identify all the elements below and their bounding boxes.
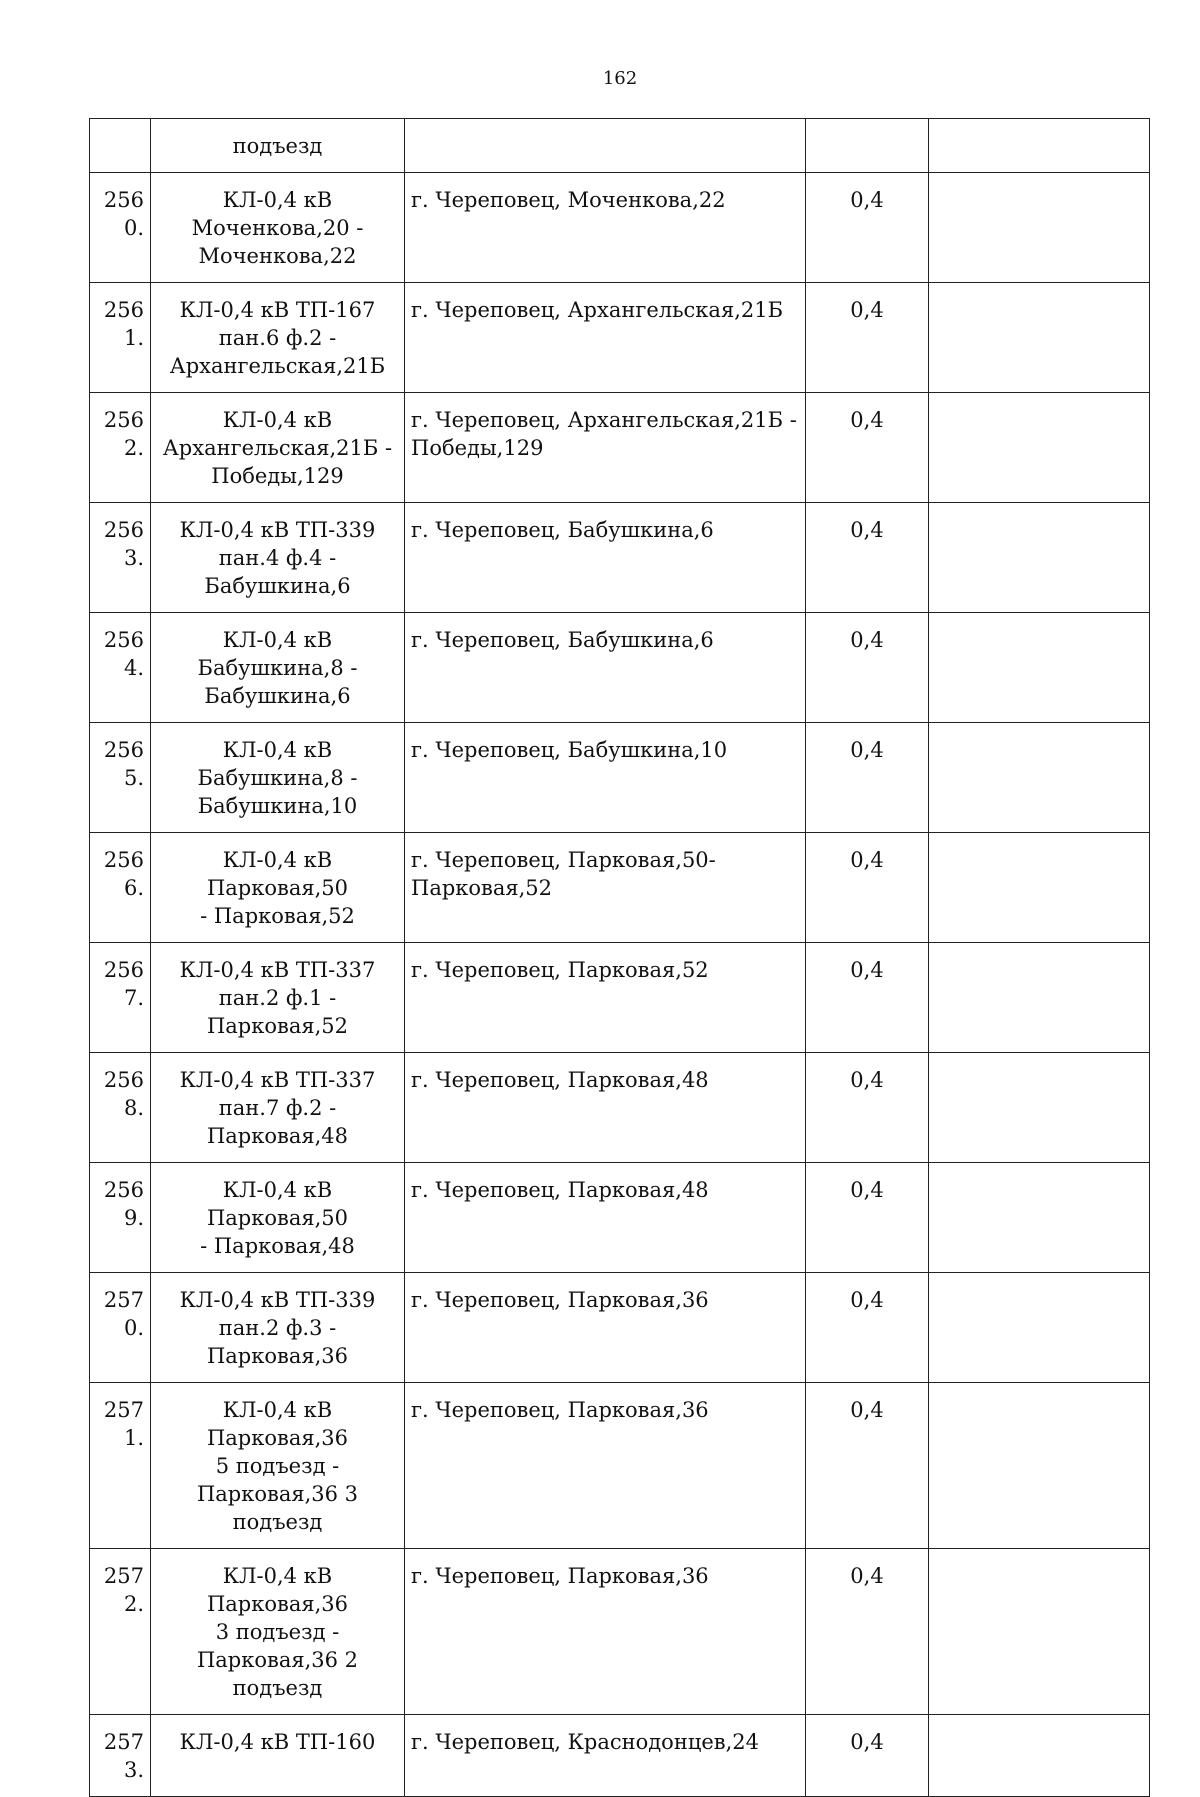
empty-cell [929,1053,1150,1163]
line-name-text: КЛ-0,4 кВ ТП-167 [179,298,376,322]
table-row [90,283,1150,393]
address-cell: г. Череповец, Парковая,52 [405,943,806,1053]
line-name-text: КЛ-0,4 кВ ТП-337 [179,958,376,982]
line-name-text: Парковая,36 2 [196,1648,359,1672]
row-number-cell: 2570. [90,1273,151,1383]
line-name-text: пан.2 ф.3 - [218,1316,337,1340]
registry-table-body [90,119,1150,1797]
line-name-cell [151,393,405,503]
line-name-text: Архангельская,21Б [169,354,386,378]
empty-cell [929,119,1150,173]
voltage-cell: 0,4 [806,173,929,283]
voltage-cell: 0,4 [806,503,929,613]
line-name-text: Парковая,36 3 подъезд [196,1482,359,1534]
row-number-cell: 2560. [90,173,151,283]
line-name-text: Парковая,52 [206,1014,349,1038]
table-row [90,1715,1150,1797]
line-name-text: КЛ-0,4 кВ Парковая,50 [206,848,349,900]
voltage-cell: 0,4 [806,1273,929,1383]
empty-cell [929,833,1150,943]
table-row [90,173,1150,283]
voltage-cell: 0,4 [806,833,929,943]
line-name-text: КЛ-0,4 кВ Парковая,36 [206,1564,349,1616]
empty-cell [929,1549,1150,1715]
line-name-text: КЛ-0,4 кВ ТП-337 [179,1068,376,1092]
table-row [90,1549,1150,1715]
line-name-text: пан.7 ф.2 - [218,1096,337,1120]
registry-table [89,118,1150,1797]
row-number-cell: 2567. [90,943,151,1053]
empty-cell [929,1163,1150,1273]
voltage-cell: 0,4 [806,283,929,393]
row-number-cell [90,119,151,173]
line-name-text: - Парковая,52 [200,904,355,928]
empty-cell [929,1383,1150,1549]
line-name-text: КЛ-0,4 кВ [222,628,333,652]
line-name-text: пан.2 ф.1 - [218,986,337,1010]
line-name-cell [151,613,405,723]
address-cell: г. Череповец, Краснодонцев,24 [405,1715,806,1797]
row-number-cell: 2563. [90,503,151,613]
voltage-cell [806,119,929,173]
line-name-text: Бабушкина,6 [204,574,351,598]
voltage-cell: 0,4 [806,1383,929,1549]
address-cell: г. Череповец, Парковая,36 [405,1549,806,1715]
line-name-text: Бабушкина,6 [204,684,351,708]
address-cell: г. Череповец, Парковая,48 [405,1053,806,1163]
address-cell: г. Череповец, Архангельская,21Б [405,283,806,393]
page-number: 162 [602,68,638,89]
address-cell: г. Череповец, Парковая,36 [405,1383,806,1549]
empty-cell [929,503,1150,613]
line-name-text: Бабушкина,8 - [197,656,358,680]
row-number-cell: 2564. [90,613,151,723]
line-name-cell [151,503,405,613]
line-name-text: КЛ-0,4 кВ [222,408,333,432]
line-name-text: КЛ-0,4 кВ ТП-339 [179,1288,376,1312]
line-name-text: КЛ-0,4 кВ [222,738,333,762]
table-row [90,613,1150,723]
line-name-text: КЛ-0,4 кВ ТП-339 [179,518,376,542]
table-row [90,503,1150,613]
line-name-text: КЛ-0,4 кВ Парковая,50 [206,1178,349,1230]
line-name-text: подъезд [232,134,323,158]
row-number-cell: 2573. [90,1715,151,1797]
address-cell: г. Череповец, Бабушкина,10 [405,723,806,833]
line-name-cell [151,283,405,393]
voltage-cell: 0,4 [806,1715,929,1797]
address-cell: г. Череповец, Архангельская,21Б - Победы,129 [405,393,806,503]
table-row [90,1053,1150,1163]
line-name-cell [151,119,405,173]
empty-cell [929,613,1150,723]
row-number-cell: 2561. [90,283,151,393]
empty-cell [929,1273,1150,1383]
line-name-text: подъезд [232,1676,323,1700]
row-number-cell: 2572. [90,1549,151,1715]
line-name-cell [151,173,405,283]
empty-cell [929,173,1150,283]
address-cell: г. Череповец, Парковая,48 [405,1163,806,1273]
table-row [90,723,1150,833]
table-row [90,119,1150,173]
line-name-cell [151,1549,405,1715]
voltage-cell: 0,4 [806,1163,929,1273]
line-name-cell [151,943,405,1053]
line-name-cell [151,1163,405,1273]
line-name-text: Бабушкина,10 [197,794,358,818]
empty-cell [929,1715,1150,1797]
line-name-text: КЛ-0,4 кВ ТП-160 [179,1730,376,1754]
row-number-cell: 2569. [90,1163,151,1273]
address-cell: г. Череповец, Моченкова,22 [405,173,806,283]
line-name-text: КЛ-0,4 кВ Парковая,36 [206,1398,349,1450]
address-cell [405,119,806,173]
voltage-cell: 0,4 [806,723,929,833]
table-row [90,393,1150,503]
empty-cell [929,393,1150,503]
table-row [90,833,1150,943]
voltage-cell: 0,4 [806,1549,929,1715]
line-name-text: Моченкова,22 [198,244,357,268]
line-name-cell [151,1053,405,1163]
table-row [90,1163,1150,1273]
line-name-text: 3 подъезд - [215,1620,340,1644]
voltage-cell: 0,4 [806,1053,929,1163]
line-name-text: Парковая,48 [206,1124,349,1148]
row-number-cell: 2566. [90,833,151,943]
line-name-text: Моченкова,20 - [191,216,364,240]
line-name-text: Архангельская,21Б - [162,436,393,460]
row-number-cell: 2571. [90,1383,151,1549]
row-number-cell: 2562. [90,393,151,503]
voltage-cell: 0,4 [806,943,929,1053]
line-name-cell [151,1715,405,1797]
address-cell: г. Череповец, Бабушкина,6 [405,503,806,613]
empty-cell [929,283,1150,393]
address-cell: г. Череповец, Парковая,50- Парковая,52 [405,833,806,943]
line-name-cell [151,723,405,833]
line-name-text: 5 подъезд - [215,1454,340,1478]
line-name-text: Бабушкина,8 - [197,766,358,790]
line-name-cell [151,1273,405,1383]
address-cell: г. Череповец, Бабушкина,6 [405,613,806,723]
row-number-cell: 2565. [90,723,151,833]
table-row [90,943,1150,1053]
line-name-cell [151,1383,405,1549]
line-name-text: пан.6 ф.2 - [218,326,337,350]
voltage-cell: 0,4 [806,613,929,723]
voltage-cell: 0,4 [806,393,929,503]
line-name-text: Победы,129 [211,464,344,488]
empty-cell [929,943,1150,1053]
table-row [90,1273,1150,1383]
line-name-text: пан.4 ф.4 - [218,546,337,570]
line-name-text: КЛ-0,4 кВ [222,188,333,212]
line-name-text: - Парковая,48 [200,1234,355,1258]
table-row [90,1383,1150,1549]
address-cell: г. Череповец, Парковая,36 [405,1273,806,1383]
line-name-cell [151,833,405,943]
empty-cell [929,723,1150,833]
row-number-cell: 2568. [90,1053,151,1163]
line-name-text: Парковая,36 [206,1344,349,1368]
